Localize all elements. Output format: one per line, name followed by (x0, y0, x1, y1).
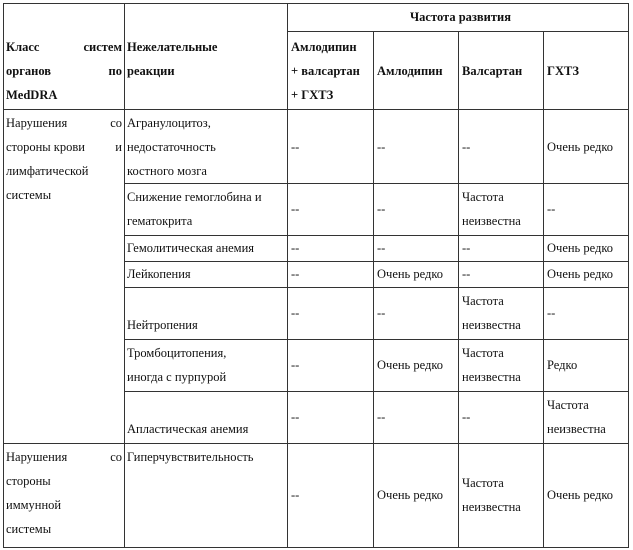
header-hctz: ГХТЗ (547, 64, 579, 78)
soc-blood-line2: стороны крови и (6, 140, 122, 154)
freq-cell: Очень редко (377, 267, 444, 281)
freq-cell: Очень редко (547, 267, 614, 281)
freq-cell: -- (462, 241, 471, 255)
freq-cell: Очень редко (377, 358, 444, 372)
freq-cell: -- (291, 488, 300, 502)
reaction-cell: Снижение гемоглобина и (127, 190, 262, 204)
header-soc-line3: MedDRA (6, 88, 58, 102)
grid-line (3, 443, 629, 444)
header-soc-line2: органов по (6, 64, 122, 78)
header-valsartan: Валсартан (462, 64, 523, 78)
soc-immune-line3: иммунной (6, 498, 62, 512)
freq-cell: -- (377, 241, 386, 255)
freq-cell: неизвестна (462, 214, 521, 228)
header-combo-line2: + валсартан (291, 64, 360, 78)
freq-cell: -- (377, 140, 386, 154)
header-reactions-line1: Нежелательные (127, 40, 218, 54)
freq-cell: -- (377, 306, 386, 320)
freq-cell: Частота (462, 190, 504, 204)
reaction-cell: иногда с пурпурой (127, 370, 227, 384)
freq-cell: неизвестна (462, 370, 521, 384)
reaction-cell: Гемолитическая анемия (127, 241, 255, 255)
freq-cell: Очень редко (377, 488, 444, 502)
freq-cell: -- (291, 202, 300, 216)
freq-cell: Частота (462, 346, 504, 360)
reaction-cell: костного мозга (127, 164, 207, 178)
header-reactions-line2: реакции (127, 64, 175, 78)
soc-blood-line3: лимфатической (6, 164, 89, 178)
freq-cell: -- (291, 358, 300, 372)
freq-cell: -- (377, 410, 386, 424)
freq-cell: неизвестна (462, 318, 521, 332)
reaction-cell: гематокрита (127, 214, 193, 228)
header-combo-line3: + ГХТЗ (291, 88, 334, 102)
freq-cell: -- (377, 202, 386, 216)
grid-line (124, 339, 629, 340)
soc-immune-line4: системы (6, 522, 52, 536)
grid-line (124, 183, 629, 184)
soc-blood-line4: системы (6, 188, 52, 202)
header-amlodipine: Амлодипин (377, 64, 443, 78)
soc-immune-line2: стороны (6, 474, 51, 488)
freq-cell: -- (462, 410, 471, 424)
reaction-cell: Нейтропения (127, 318, 198, 332)
freq-cell: -- (547, 202, 556, 216)
grid-line (3, 109, 629, 110)
reaction-cell: Тромбоцитопения, (127, 346, 227, 360)
reaction-cell: недостаточность (127, 140, 216, 154)
header-soc-line1: Класс систем (6, 40, 122, 54)
freq-cell: -- (291, 410, 300, 424)
freq-cell: -- (291, 241, 300, 255)
reaction-cell: Апластическая анемия (127, 422, 249, 436)
grid-line (124, 3, 125, 548)
header-combo-line1: Амлодипин (291, 40, 357, 54)
grid-line (3, 547, 629, 548)
freq-cell: Очень редко (547, 488, 614, 502)
freq-cell: -- (462, 267, 471, 281)
freq-cell: Очень редко (547, 140, 614, 154)
grid-line (628, 3, 629, 548)
freq-cell: -- (291, 140, 300, 154)
freq-cell: неизвестна (547, 422, 606, 436)
freq-cell: -- (547, 306, 556, 320)
header-frequency-group: Частота развития (410, 10, 511, 24)
reaction-cell: Агранулоцитоз, (127, 116, 211, 130)
freq-cell: Очень редко (547, 241, 614, 255)
freq-cell: Редко (547, 358, 578, 372)
freq-cell: -- (291, 306, 300, 320)
freq-cell: неизвестна (462, 500, 521, 514)
freq-cell: Частота (462, 294, 504, 308)
grid-line (3, 3, 629, 4)
freq-cell: -- (291, 267, 300, 281)
freq-cell: Частота (547, 398, 589, 412)
freq-cell: Частота (462, 476, 504, 490)
adverse-reactions-table (3, 3, 629, 548)
grid-line (3, 3, 4, 548)
grid-line (124, 391, 629, 392)
freq-cell: -- (462, 140, 471, 154)
grid-line (287, 31, 629, 32)
soc-immune-line1: Нарушения со (6, 450, 122, 464)
reaction-cell: Гиперчувствительность (127, 450, 254, 464)
soc-blood-line1: Нарушения со (6, 116, 122, 130)
reaction-cell: Лейкопения (127, 267, 191, 281)
grid-line (124, 287, 629, 288)
grid-line (287, 3, 288, 548)
